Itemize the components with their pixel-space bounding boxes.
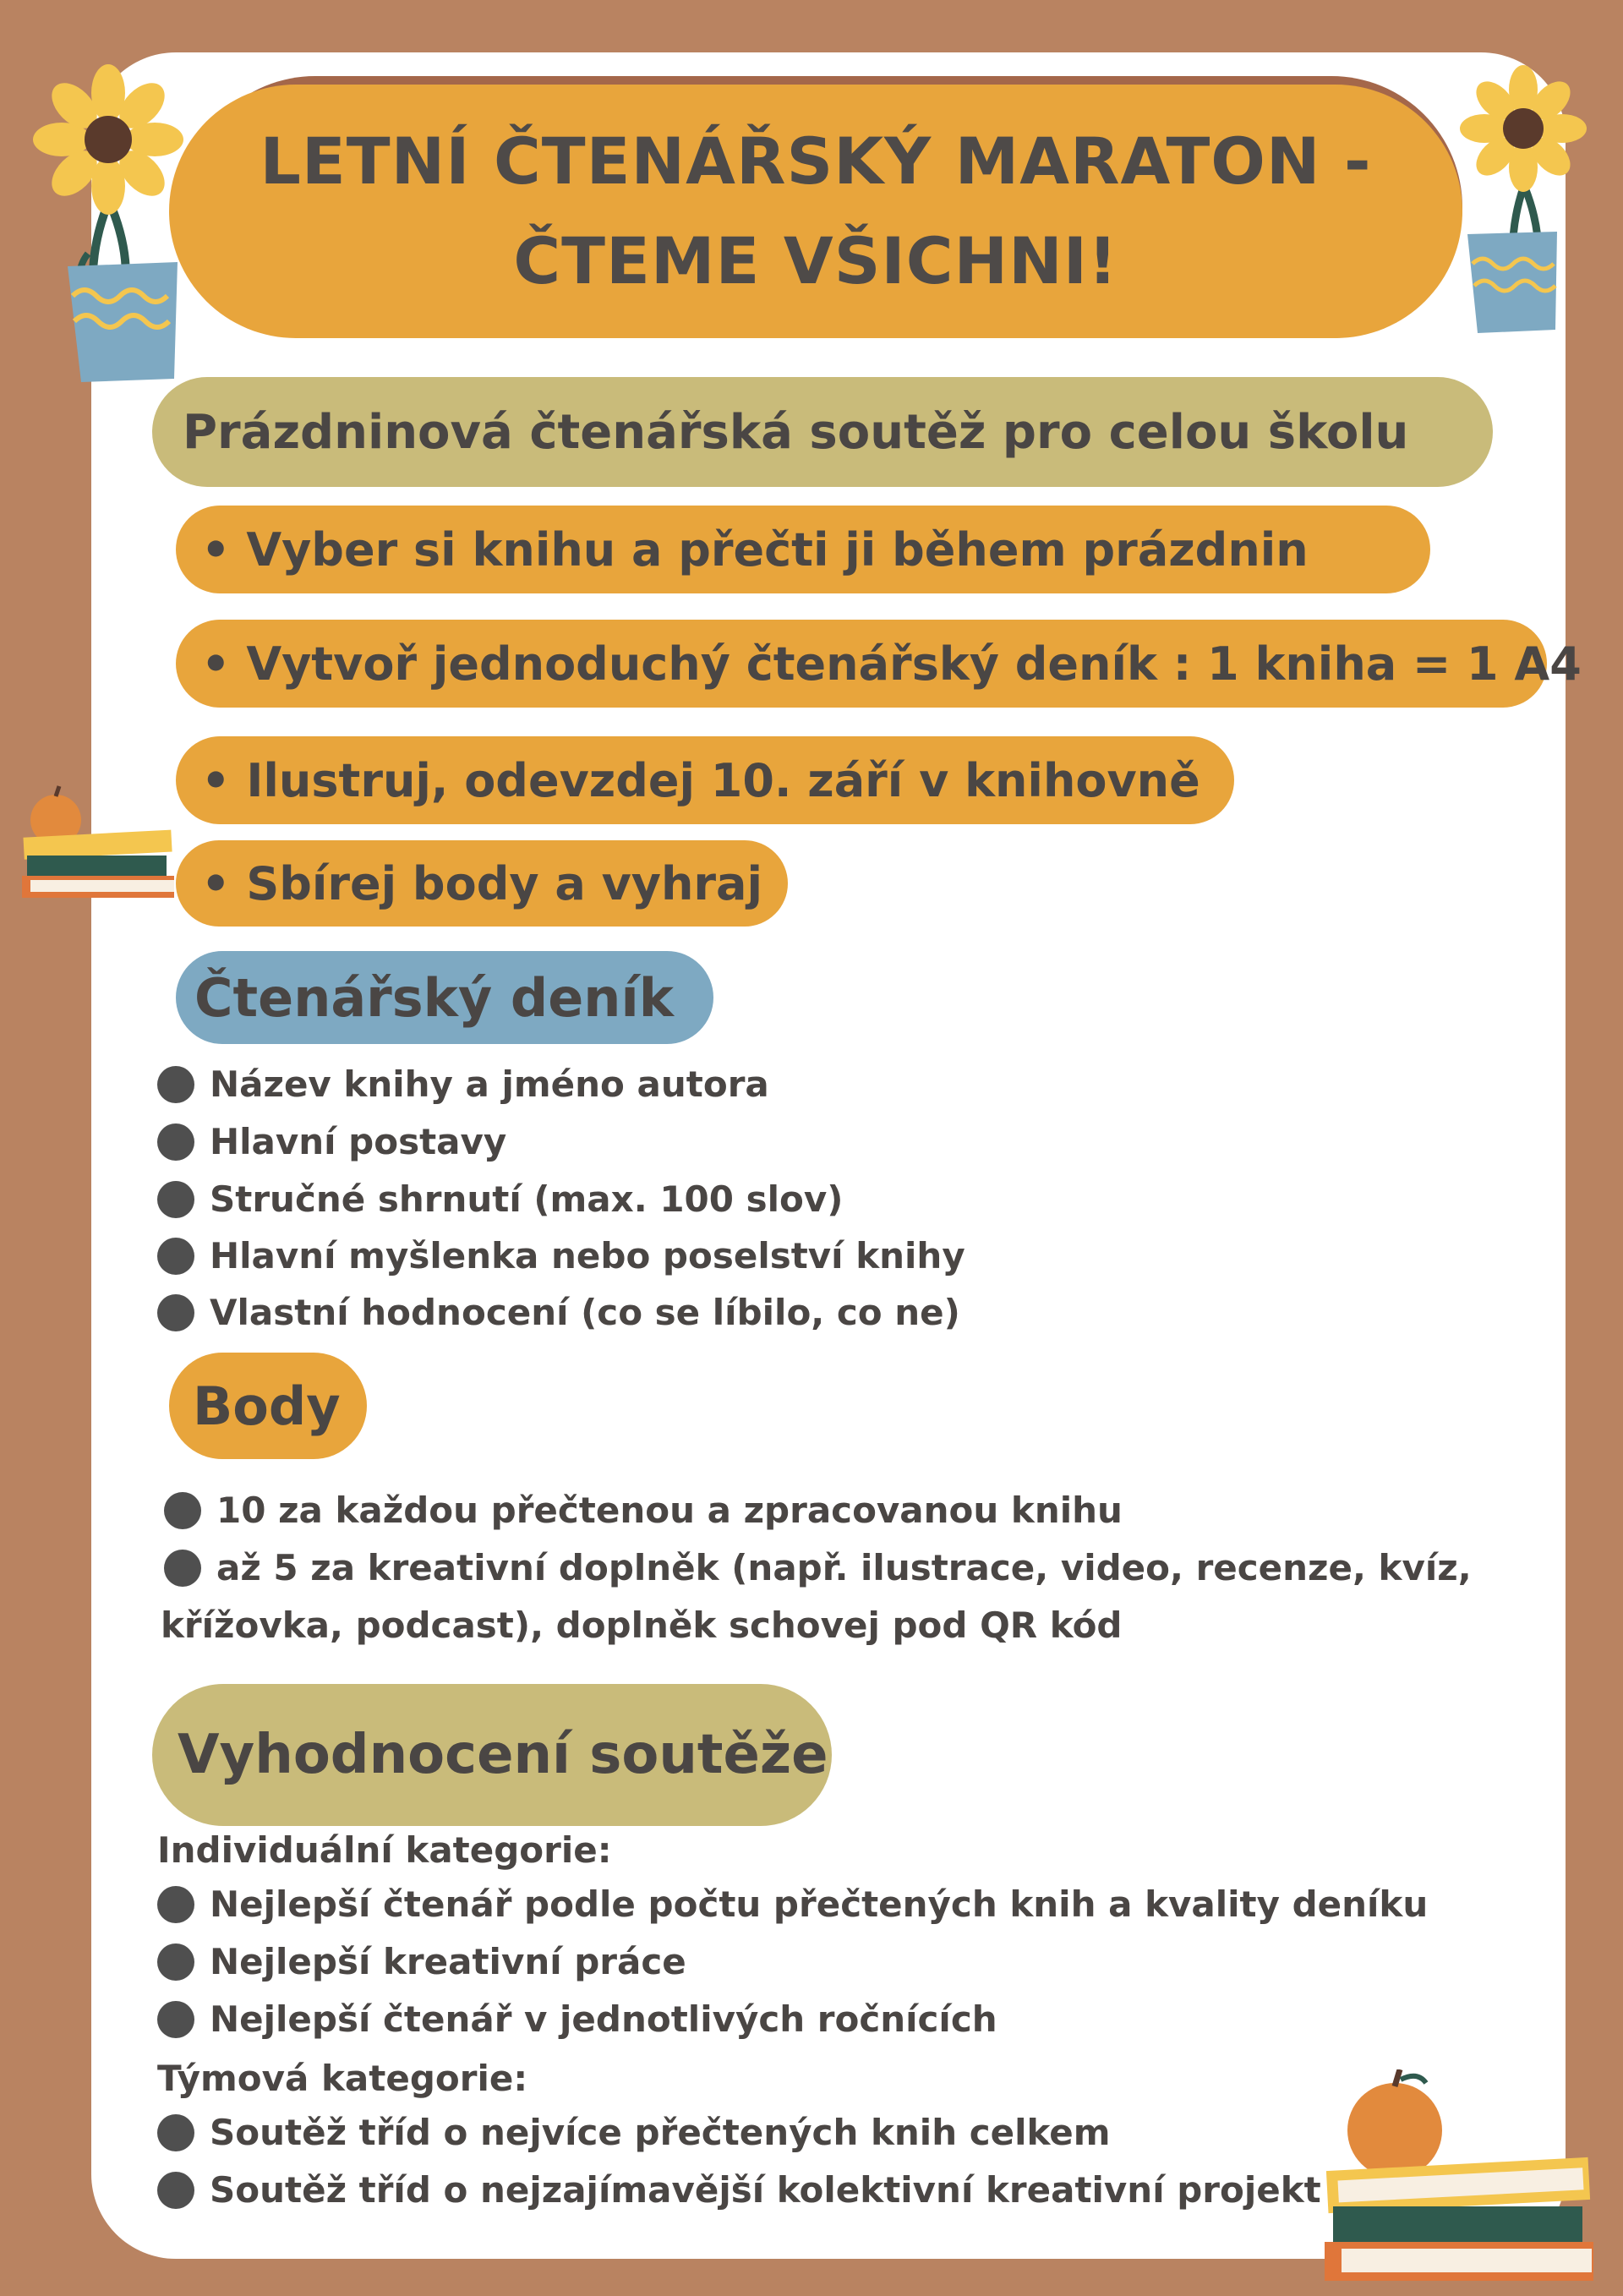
step-3: • Ilustruj, odevzdej 10. září v knihovně	[176, 736, 1234, 824]
title-line-2: ČTEME VŠICHNI!	[513, 223, 1118, 298]
sunflower-pot-icon	[1456, 61, 1591, 340]
list-item: 10 za každou přečtenou a zpracovanou knihu	[164, 1490, 1123, 1531]
step-1: • Vyber si knihu a přečti ji během prázdnin	[176, 506, 1430, 593]
list-item: Nejlepší čtenář v jednotlivých ročnících	[157, 1998, 997, 2040]
list-item: Hlavní postavy	[157, 1121, 506, 1162]
category-label-team: Týmová kategorie:	[157, 2058, 528, 2099]
bullet-icon	[157, 1123, 194, 1161]
section-heading-body: Body	[169, 1353, 367, 1459]
list-item: až 5 za kreativní doplněk (např. ilustrace, video, recenze, kvíz,	[164, 1547, 1472, 1588]
bullet-icon	[157, 2001, 194, 2038]
title-banner	[169, 85, 1462, 338]
book-stack-apple-icon	[15, 784, 176, 911]
list-item: Soutěž tříd o nejvíce přečtených knih celkem	[157, 2112, 1111, 2153]
bullet-icon	[157, 1238, 194, 1275]
bullet-icon	[164, 1492, 201, 1529]
list-item: Stručné shrnutí (max. 100 slov)	[157, 1178, 843, 1220]
step-4: • Sbírej body a vyhraj	[176, 840, 788, 927]
title-line-1: LETNÍ ČTENÁŘSKÝ MARATON -	[260, 123, 1372, 199]
section-heading-denik: Čtenářský deník	[176, 951, 713, 1044]
bullet-icon	[164, 1550, 201, 1587]
sunflower-pot-icon	[32, 59, 184, 385]
list-item: Nejlepší kreativní práce	[157, 1941, 686, 1982]
subtitle-banner: Prázdninová čtenářská soutěž pro celou školu	[152, 377, 1493, 487]
bullet-icon	[157, 2114, 194, 2151]
section-heading-evaluation: Vyhodnocení soutěže	[152, 1684, 832, 1826]
list-item: Název knihy a jméno autora	[157, 1063, 769, 1105]
step-2: • Vytvoř jednoduchý čtenářský deník : 1 kniha = 1 A4	[176, 620, 1547, 708]
bullet-icon	[157, 1886, 194, 1923]
list-item: Nejlepší čtenář podle počtu přečtených knih a kvality deníku	[157, 1883, 1428, 1925]
bullet-icon	[157, 2172, 194, 2209]
list-item: Soutěž tříd o nejzajímavější kolektivní kreativní projekt	[157, 2169, 1321, 2211]
list-item: Hlavní myšlenka nebo poselství knihy	[157, 1235, 965, 1276]
list-item-continuation: křížovka, podcast), doplněk schovej pod QR kód	[161, 1604, 1123, 1646]
category-label-individual: Individuální kategorie:	[157, 1829, 612, 1871]
bullet-icon	[157, 1181, 194, 1218]
bullet-icon	[157, 1066, 194, 1103]
bullet-icon	[157, 1294, 194, 1331]
list-item: Vlastní hodnocení (co se líbilo, co ne)	[157, 1292, 960, 1333]
book-stack-apple-icon	[1323, 2069, 1593, 2282]
bullet-icon	[157, 1943, 194, 1981]
